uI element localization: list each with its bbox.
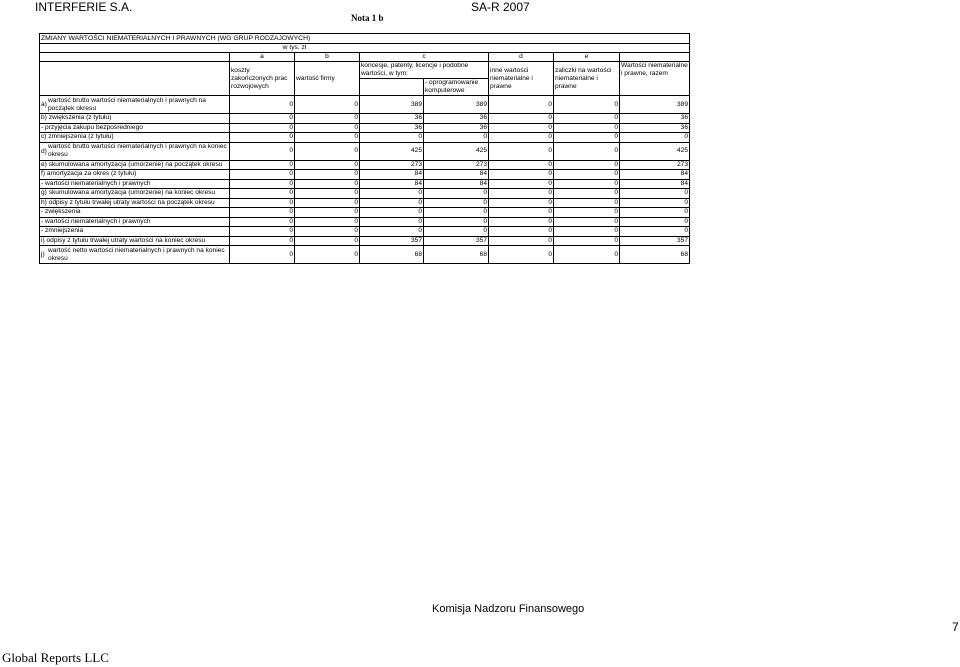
cell-value: 0: [489, 142, 554, 160]
cell-value: 389: [620, 96, 690, 114]
row-label-text: e) skumulowana amortyzacja (umorzenie) na początek okresu: [41, 160, 223, 168]
cell-value: 0: [489, 227, 554, 237]
col-header-c-sub: - oprogramowanie komputerowe: [424, 79, 489, 96]
cell-value: 0: [554, 123, 620, 133]
cell-value: 0: [620, 217, 690, 227]
cell-value: 0: [295, 96, 360, 114]
row-label-text: wartość brutto wartości niematerialnych i prawnych na początek okresu: [48, 96, 206, 112]
cell-value: 36: [424, 123, 489, 133]
cell-value: 0: [489, 133, 554, 143]
row-label: [40, 160, 230, 170]
cell-value: 0: [489, 114, 554, 124]
cell-value: 425: [360, 142, 424, 160]
cell-value: 0: [360, 217, 424, 227]
row-label: [40, 96, 230, 114]
row-label-text: - wartości niematerialnych i prawnych: [41, 179, 151, 187]
cell-value: 0: [620, 198, 690, 208]
col-header-total: Wartości niematerialne i prawne, razem: [620, 62, 690, 96]
cell-value: 84: [424, 170, 489, 180]
source-credit: Global Reports LLC: [2, 650, 109, 665]
row-label: [40, 227, 230, 237]
cell-value: 0: [489, 123, 554, 133]
col-header-e: zaliczki na wartości niematerialne i prawne: [554, 62, 620, 96]
cell-value: 68: [424, 246, 489, 264]
cell-value: 0: [554, 160, 620, 170]
cell-value: 36: [620, 123, 690, 133]
row-label-text: - wartości niematerialnych i prawnych: [41, 217, 151, 225]
table-row: [40, 198, 690, 208]
cell-value: 0: [554, 189, 620, 199]
cell-value: 0: [489, 246, 554, 264]
cell-value: 357: [620, 236, 690, 246]
col-letter-d: d: [489, 53, 554, 62]
unit-label: w tys. zł: [282, 44, 307, 51]
cell-value: 0: [360, 208, 424, 218]
cell-value: 0: [554, 208, 620, 218]
row-label: [40, 179, 230, 189]
cell-value: 0: [230, 198, 295, 208]
row-label-text: f) amortyzacja za okres (z tytułu): [41, 170, 137, 178]
cell-value: 0: [554, 198, 620, 208]
cell-value: 0: [230, 123, 295, 133]
cell-value: 84: [620, 170, 690, 180]
row-label: [40, 133, 230, 143]
cell-value: 0: [295, 227, 360, 237]
cell-value: 0: [295, 142, 360, 160]
cell-value: 0: [489, 208, 554, 218]
table-title: ZMIANY WARTOŚCI NIEMATERIALNYCH I PRAWNYCH (WG GRUP RODZAJOWYCH): [40, 34, 690, 44]
nota-label: Nota 1 b: [351, 13, 384, 23]
table-row: [40, 133, 690, 143]
cell-value: 0: [424, 189, 489, 199]
row-label: [40, 123, 230, 133]
cell-value: 0: [554, 236, 620, 246]
cell-value: 0: [489, 198, 554, 208]
cell-value: 84: [620, 179, 690, 189]
row-label: [40, 246, 230, 264]
table-row: [40, 170, 690, 180]
row-prefix: a): [41, 101, 47, 108]
cell-value: 0: [620, 227, 690, 237]
cell-value: 0: [295, 114, 360, 124]
cell-value: 0: [230, 170, 295, 180]
row-label-text: g) skumulowana amortyzacja (umorzenie) na koniec okresu: [41, 189, 216, 197]
row-label: [40, 236, 230, 246]
table-row: [40, 236, 690, 246]
cell-value: 0: [295, 246, 360, 264]
cell-value: 0: [295, 198, 360, 208]
row-label-text: - zmniejszenia: [41, 227, 84, 235]
row-label-text: i) odpisy z tytułu trwałej utraty wartości na koniec okresu: [41, 236, 206, 244]
cell-value: 0: [295, 133, 360, 143]
row-label: [40, 189, 230, 199]
table-row: [40, 96, 690, 114]
cell-value: 0: [620, 133, 690, 143]
row-label: [40, 114, 230, 124]
cell-value: 389: [360, 96, 424, 114]
cell-value: 0: [554, 217, 620, 227]
cell-value: 389: [424, 96, 489, 114]
table-row: [40, 208, 690, 218]
row-label: [40, 217, 230, 227]
table-row: [40, 246, 690, 264]
cell-value: 0: [360, 189, 424, 199]
row-label: [40, 208, 230, 218]
cell-value: 425: [620, 142, 690, 160]
col-letter-b: b: [295, 53, 360, 62]
cell-value: 0: [489, 236, 554, 246]
row-label: [40, 170, 230, 180]
cell-value: 0: [489, 217, 554, 227]
cell-value: 0: [554, 246, 620, 264]
cell-value: 0: [295, 217, 360, 227]
cell-value: 0: [230, 142, 295, 160]
table-row: [40, 189, 690, 199]
cell-value: 0: [230, 160, 295, 170]
table-row: [40, 179, 690, 189]
cell-value: 273: [424, 160, 489, 170]
table-row: [40, 227, 690, 237]
row-label-text: - przyjęcia zakupu bezpośredniego: [41, 123, 143, 131]
cell-value: 0: [620, 208, 690, 218]
row-label-text: wartość netto wartości niematerialnych i prawnych na koniec okresu: [48, 246, 225, 262]
row-label-text: wartość brutto wartości niematerialnych i prawnych na koniec okresu: [48, 143, 227, 158]
page-number: 7: [952, 620, 959, 634]
cell-value: 273: [620, 160, 690, 170]
cell-value: 0: [554, 133, 620, 143]
cell-value: 0: [360, 227, 424, 237]
table-body: [40, 96, 690, 264]
cell-value: 0: [230, 227, 295, 237]
cell-value: 0: [554, 96, 620, 114]
row-label: [40, 142, 230, 160]
col-header-b: wartość firmy: [295, 62, 360, 96]
cell-value: 0: [554, 142, 620, 160]
footer-komisja: Komisja Nadzoru Finansowego: [432, 603, 585, 615]
cell-value: 0: [295, 179, 360, 189]
cell-value: 273: [360, 160, 424, 170]
cell-value: 0: [489, 179, 554, 189]
cell-value: 0: [230, 133, 295, 143]
col-header-d: inne wartości niematerialne i prawne: [489, 62, 554, 96]
cell-value: 0: [554, 170, 620, 180]
cell-value: 0: [230, 179, 295, 189]
cell-value: 0: [230, 208, 295, 218]
cell-value: 0: [295, 170, 360, 180]
row-prefix: j): [41, 251, 45, 258]
cell-value: 0: [554, 179, 620, 189]
cell-value: 357: [424, 236, 489, 246]
table-row: [40, 142, 690, 160]
cell-value: 0: [360, 198, 424, 208]
cell-value: 0: [360, 133, 424, 143]
row-label-text: b) zwiększenia (z tytułu): [41, 114, 112, 122]
row-label-text: - zwiększenia: [41, 208, 81, 216]
company-name: INTERFERIE S.A.: [35, 0, 133, 14]
cell-value: 0: [424, 208, 489, 218]
row-prefix: d): [41, 147, 47, 155]
cell-value: 0: [295, 208, 360, 218]
cell-value: 0: [295, 160, 360, 170]
col-header-c: koncesje, patenty, licencje i podobne wartości, w tym:: [360, 62, 489, 79]
cell-value: 425: [424, 142, 489, 160]
cell-value: 0: [230, 217, 295, 227]
cell-value: 36: [424, 114, 489, 124]
cell-value: 0: [230, 236, 295, 246]
report-code: SA-R 2007: [471, 0, 530, 14]
row-label: [40, 198, 230, 208]
cell-value: 0: [489, 160, 554, 170]
col-header-a: koszty zakończonych prac rozwojowych: [230, 62, 295, 96]
cell-value: 0: [424, 133, 489, 143]
cell-value: 36: [360, 123, 424, 133]
cell-value: 0: [424, 217, 489, 227]
cell-value: 84: [360, 170, 424, 180]
cell-value: 36: [620, 114, 690, 124]
col-letter-a: a: [230, 53, 295, 62]
row-label-text: c) zmniejszenia (z tytułu): [41, 133, 114, 141]
cell-value: 0: [295, 123, 360, 133]
cell-value: 0: [230, 96, 295, 114]
col-letter-c: c: [360, 53, 489, 62]
cell-value: 68: [360, 246, 424, 264]
row-label-text: h) odpisy z tytułu trwałej utraty wartości na początek okresu: [41, 198, 215, 206]
cell-value: 0: [489, 189, 554, 199]
cell-value: 0: [554, 227, 620, 237]
cell-value: 0: [424, 227, 489, 237]
cell-value: 68: [620, 246, 690, 264]
cell-value: 0: [620, 189, 690, 199]
cell-value: 84: [424, 179, 489, 189]
cell-value: 0: [295, 189, 360, 199]
cell-value: 357: [360, 236, 424, 246]
cell-value: 0: [554, 114, 620, 124]
cell-value: 0: [230, 246, 295, 264]
cell-value: 0: [230, 189, 295, 199]
cell-value: 0: [424, 198, 489, 208]
cell-value: 0: [230, 114, 295, 124]
table-row: [40, 160, 690, 170]
table-row: [40, 217, 690, 227]
table-row: [40, 123, 690, 133]
cell-value: 36: [360, 114, 424, 124]
cell-value: 0: [489, 96, 554, 114]
cell-value: 84: [360, 179, 424, 189]
intangible-assets-table: [39, 33, 690, 264]
cell-value: 0: [489, 170, 554, 180]
cell-value: 0: [295, 236, 360, 246]
col-letter-e: e: [554, 53, 620, 62]
table-row: [40, 114, 690, 124]
